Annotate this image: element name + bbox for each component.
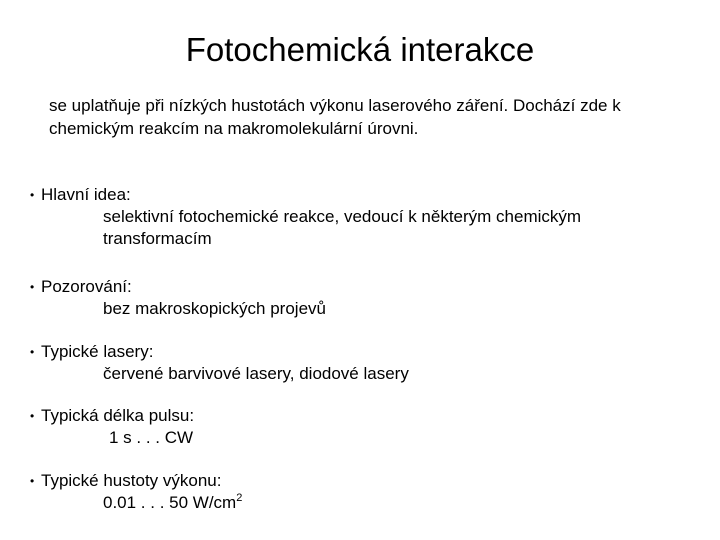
bullet-head — [30, 276, 690, 298]
bullet-power-density — [30, 470, 690, 514]
unit-exponent: 2 — [236, 492, 243, 504]
bullet-label: Pozorování: — [41, 277, 132, 296]
bullet-head — [30, 184, 690, 206]
bullet-head — [30, 405, 690, 427]
bullet-label: Typická délka pulsu: — [41, 406, 195, 425]
bullet-detail: selektivní fotochemické reakce, vedoucí k některým chemickým transformacím — [103, 207, 582, 248]
intro-text: se uplatňuje při nízkých hustotách výkonu laserového záření. Dochází zde k chemickým reakcím na makromolekulární úrovni. — [49, 96, 621, 138]
bullet-head — [30, 470, 690, 492]
bullet-detail: 1 s . . . CW — [109, 428, 194, 447]
slide-title: Fotochemická interakce — [185, 31, 535, 68]
bullet-detail: červené barvivové lasery, diodové lasery — [103, 364, 409, 383]
bullet-dot-icon: • — [30, 280, 35, 294]
bullet-typical-lasers — [30, 341, 690, 385]
bullet-dot-icon: • — [30, 474, 35, 488]
bullet-dot-icon: • — [30, 188, 35, 202]
bullet-label: Hlavní idea: — [41, 185, 131, 204]
bullet-label: Typické lasery: — [41, 342, 154, 361]
bullet-head — [30, 341, 690, 363]
bullet-detail-line — [103, 492, 663, 514]
bullet-detail: bez makroskopických projevů — [103, 299, 326, 318]
bullet-main-idea — [30, 184, 690, 250]
bullet-dot-icon: • — [30, 409, 35, 423]
bullet-dot-icon: • — [30, 345, 35, 359]
bullet-detail: 0.01 . . . 50 W/cm — [103, 493, 237, 512]
bullet-pulse-length — [30, 405, 690, 449]
bullet-observation — [30, 276, 690, 320]
bullet-label: Typické hustoty výkonu: — [41, 471, 222, 490]
